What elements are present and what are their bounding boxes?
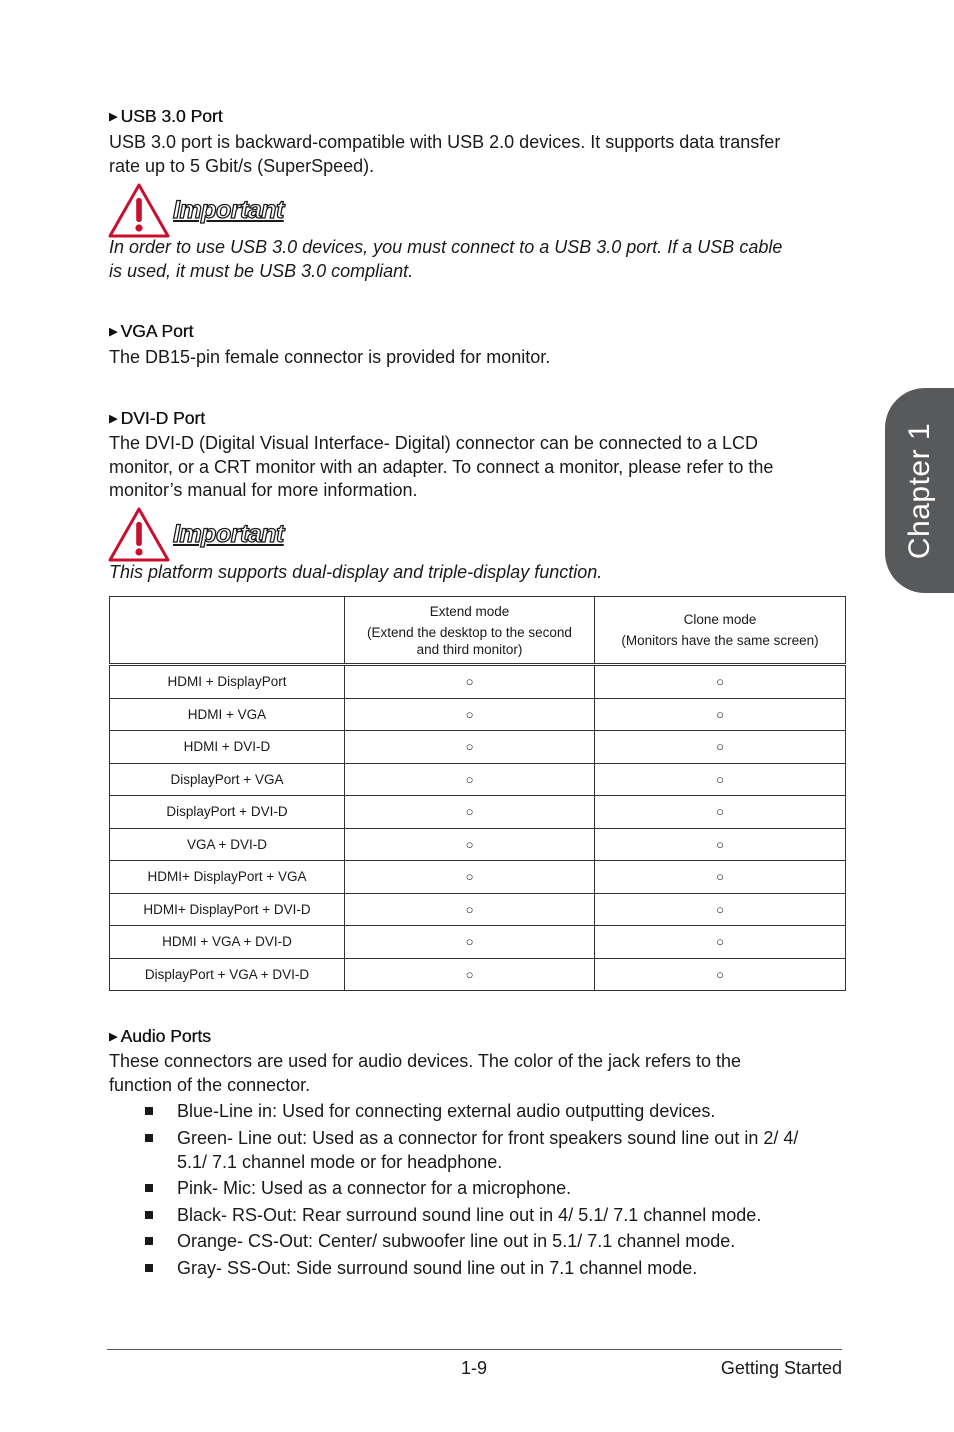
chapter-tab bbox=[885, 388, 954, 593]
table-row bbox=[110, 665, 846, 699]
usb-port-description: USB 3.0 port is backward-compatible with USB 2.0 devices. It supports data transfer rate up to 5 Gbit/s (SuperSpeed). bbox=[109, 132, 781, 176]
extend-support-cell: ○ bbox=[345, 926, 595, 959]
extend-support-cell: ○ bbox=[345, 665, 595, 699]
square-bullet-icon bbox=[145, 1264, 153, 1272]
clone-support-cell: ○ bbox=[595, 828, 846, 861]
clone-support-cell: ○ bbox=[595, 796, 846, 829]
usb-port-heading: ▶ USB 3.0 Port bbox=[109, 106, 223, 126]
page-number: 1-9 bbox=[461, 1358, 488, 1378]
list-item: Blue-Line in: Used for connecting external audio outputting devices. bbox=[109, 1099, 854, 1123]
chapter-tab-label: Chapter 1 bbox=[902, 422, 936, 559]
audio-ports-heading: ▶ Audio Ports bbox=[109, 1026, 211, 1046]
table-row bbox=[110, 698, 846, 731]
footer-divider bbox=[107, 1349, 842, 1350]
combo-cell: VGA + DVI-D bbox=[110, 828, 345, 861]
list-item: Gray- SS-Out: Side surround sound line out in 7.1 channel mode. bbox=[109, 1256, 854, 1280]
clone-support-cell: ○ bbox=[595, 958, 846, 991]
important-usb-note: In order to use USB 3.0 devices, you must connect to a USB 3.0 port. If a USB cable is used, it must be USB 3.0 compliant. bbox=[109, 237, 783, 281]
list-item: Orange- CS-Out: Center/ subwoofer line out in 5.1/ 7.1 channel mode. bbox=[109, 1229, 854, 1253]
list-item: Black- RS-Out: Rear surround sound line out in 4/ 5.1/ 7.1 channel mode. bbox=[109, 1203, 854, 1227]
clone-support-cell: ○ bbox=[595, 665, 846, 699]
audio-ports-description: These connectors are used for audio devices. The color of the jack refers to the function of the connector. bbox=[109, 1051, 742, 1095]
table-header-clone: Clone mode (Monitors have the same screen) bbox=[595, 597, 846, 665]
combo-cell: DisplayPort + DVI-D bbox=[110, 796, 345, 829]
clone-support-cell: ○ bbox=[595, 926, 846, 959]
dvi-port-description: The DVI-D (Digital Visual Interface- Digital) connector can be connected to a LCD monitor, or a CRT monitor with an adapter. To connect a monitor, please refer to the monitor’s manual for more information. bbox=[109, 433, 774, 500]
warning-triangle-icon bbox=[108, 183, 170, 238]
vga-port-heading: ▶ VGA Port bbox=[109, 321, 194, 341]
combo-cell: HDMI+ DisplayPort + DVI-D bbox=[110, 893, 345, 926]
clone-support-cell: ○ bbox=[595, 731, 846, 764]
table-header-row bbox=[110, 597, 846, 665]
clone-support-cell: ○ bbox=[595, 861, 846, 894]
vga-port-description: The DB15-pin female connector is provided for monitor. bbox=[109, 347, 551, 367]
arrow-right-icon: ▶ bbox=[109, 413, 118, 425]
table-row bbox=[110, 796, 846, 829]
warning-triangle-icon bbox=[108, 507, 170, 562]
table-header-blank bbox=[110, 597, 345, 665]
extend-support-cell: ○ bbox=[345, 893, 595, 926]
square-bullet-icon bbox=[145, 1211, 153, 1219]
combo-cell: HDMI + VGA bbox=[110, 698, 345, 731]
extend-support-cell: ○ bbox=[345, 796, 595, 829]
table-row bbox=[110, 861, 846, 894]
table-row bbox=[110, 828, 846, 861]
arrow-right-icon: ▶ bbox=[109, 1031, 118, 1043]
arrow-right-icon: ▶ bbox=[109, 326, 118, 338]
audio-jack-list bbox=[109, 1099, 854, 1282]
display-mode-table bbox=[109, 596, 846, 991]
square-bullet-icon bbox=[145, 1134, 153, 1142]
extend-support-cell: ○ bbox=[345, 763, 595, 796]
extend-support-cell: ○ bbox=[345, 828, 595, 861]
list-item: Green- Line out: Used as a connector for front speakers sound line out in 2/ 4/ 5.1/ 7.1 channel mode or for headphone. bbox=[109, 1126, 854, 1174]
clone-support-cell: ○ bbox=[595, 893, 846, 926]
combo-cell: HDMI + DisplayPort bbox=[110, 665, 345, 699]
combo-cell: HDMI + DVI-D bbox=[110, 731, 345, 764]
combo-cell: DisplayPort + VGA + DVI-D bbox=[110, 958, 345, 991]
extend-support-cell: ○ bbox=[345, 731, 595, 764]
list-item: Pink- Mic: Used as a connector for a microphone. bbox=[109, 1176, 854, 1200]
extend-support-cell: ○ bbox=[345, 698, 595, 731]
arrow-right-icon: ▶ bbox=[109, 111, 118, 123]
table-row bbox=[110, 893, 846, 926]
extend-support-cell: ○ bbox=[345, 861, 595, 894]
table-row bbox=[110, 926, 846, 959]
table-row bbox=[110, 958, 846, 991]
square-bullet-icon bbox=[145, 1107, 153, 1115]
table-header-extend: Extend mode (Extend the desktop to the second and third monitor) bbox=[345, 597, 595, 665]
combo-cell: DisplayPort + VGA bbox=[110, 763, 345, 796]
dvi-port-heading: ▶ DVI-D Port bbox=[109, 408, 206, 428]
clone-support-cell: ○ bbox=[595, 763, 846, 796]
important-display-note: This platform supports dual-display and triple-display function. bbox=[109, 562, 603, 582]
important-label: Important bbox=[173, 196, 284, 224]
table-row bbox=[110, 731, 846, 764]
footer-section-title: Getting Started bbox=[720, 1358, 842, 1378]
clone-support-cell: ○ bbox=[595, 698, 846, 731]
combo-cell: HDMI+ DisplayPort + VGA bbox=[110, 861, 345, 894]
square-bullet-icon bbox=[145, 1184, 153, 1192]
combo-cell: HDMI + VGA + DVI-D bbox=[110, 926, 345, 959]
extend-support-cell: ○ bbox=[345, 958, 595, 991]
table-row bbox=[110, 763, 846, 796]
square-bullet-icon bbox=[145, 1237, 153, 1245]
important-label: Important bbox=[173, 520, 284, 548]
